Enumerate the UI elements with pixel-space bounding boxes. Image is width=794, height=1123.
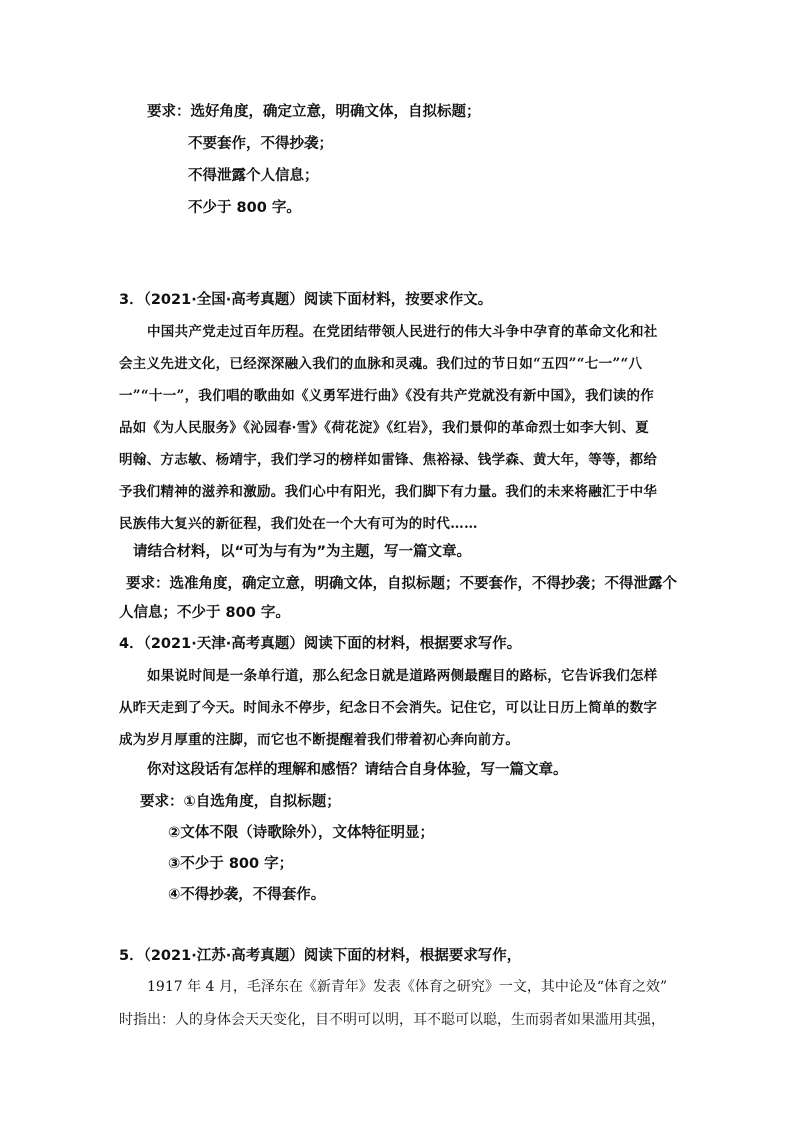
q2-req-line1: 要求：选好角度，确定立意，明确文体，自拟标题； (147, 104, 481, 120)
q3-req-line1: 要求：选准角度，确定立意，明确文体，自拟标题；不要套作，不得抄袭；不得泄露个 (126, 576, 677, 592)
q3-material-line: 品如《为人民服务》《沁园春·雪》《荷花淀》《红岩》，我们景仰的革命烈士如李大钊、夏 (119, 420, 649, 436)
q5-material-line: 1917 年 4 月，毛泽东在《新青年》发表《体育之研究》一文，其中论及“体育之效” (147, 979, 668, 995)
q3-material-line: 予我们精神的滋养和激励。我们心中有阳光，我们脚下有力量。我们的未来将融汇于中华 (119, 484, 658, 500)
q5-heading: 5．（2021·江苏·高考真题）阅读下面的材料，根据要求写作， (119, 948, 522, 964)
q4-req-line4: ④不得抄袭，不得套作。 (168, 887, 326, 903)
q4-req-line3: ③不少于 800 字； (168, 856, 294, 872)
q2-req-line3: 不得泄露个人信息； (188, 168, 319, 184)
q3-prompt: 请结合材料，以“可为与有为”为主题，写一篇文章。 (133, 544, 472, 560)
q3-req-line2: 人信息；不少于 800 字。 (119, 605, 290, 621)
q4-heading: 4．（2021·天津·高考真题）阅读下面的材料，根据要求写作。 (119, 636, 522, 652)
q2-req-line4: 不少于 800 字。 (188, 200, 301, 216)
q4-material-line: 成为岁月厚重的注脚，而它也不断提醒着我们带着初心奔向前方。 (119, 732, 520, 748)
q5-material-line: 时指出：人的身体会天天变化，目不明可以明，耳不聪可以聪，生而弱者如果滥用其强， (119, 1012, 665, 1028)
q4-prompt: 你对这段话有怎样的理解和感悟？请结合自身体验，写一篇文章。 (147, 762, 568, 778)
q4-req-line2: ②文体不限（诗歌除外），文体特征明显； (168, 825, 435, 841)
q4-material-line: 如果说时间是一条单行道，那么纪念日就是道路两侧最醒目的路标，它告诉我们怎样 (147, 668, 658, 684)
q3-material-line: 民族伟大复兴的新征程，我们处在一个大有可为的时代…… (119, 516, 478, 532)
q4-req-line1: 要求：①自选角度，自拟标题； (140, 794, 341, 810)
q3-material-line: 明翰、方志敏、杨靖宇，我们学习的榜样如雷锋、焦裕禄、钱学森、黄大年，等等，都给 (119, 452, 658, 468)
q3-material-line: 中国共产党走过百年历程。在党团结带领人民进行的伟大斗争中孕育的革命文化和社 (147, 324, 658, 340)
q3-material-line: 会主义先进文化，已经深深融入我们的血脉和灵魂。我们过的节日如“五四”“七一”“八 (119, 356, 643, 372)
q3-heading: 3．（2021·全国·高考真题）阅读下面材料，按要求作文。 (119, 292, 493, 308)
q4-material-line: 从昨天走到了今天。时间永不停步，纪念日不会消失。记住它，可以让日历上简单的数字 (119, 700, 658, 716)
q2-req-line2: 不要套作，不得抄袭； (188, 136, 333, 152)
q3-material-line: 一”“十一”，我们唱的歌曲如《义勇军进行曲》《没有共产党就没有新中国》，我们读的作 (119, 388, 655, 404)
